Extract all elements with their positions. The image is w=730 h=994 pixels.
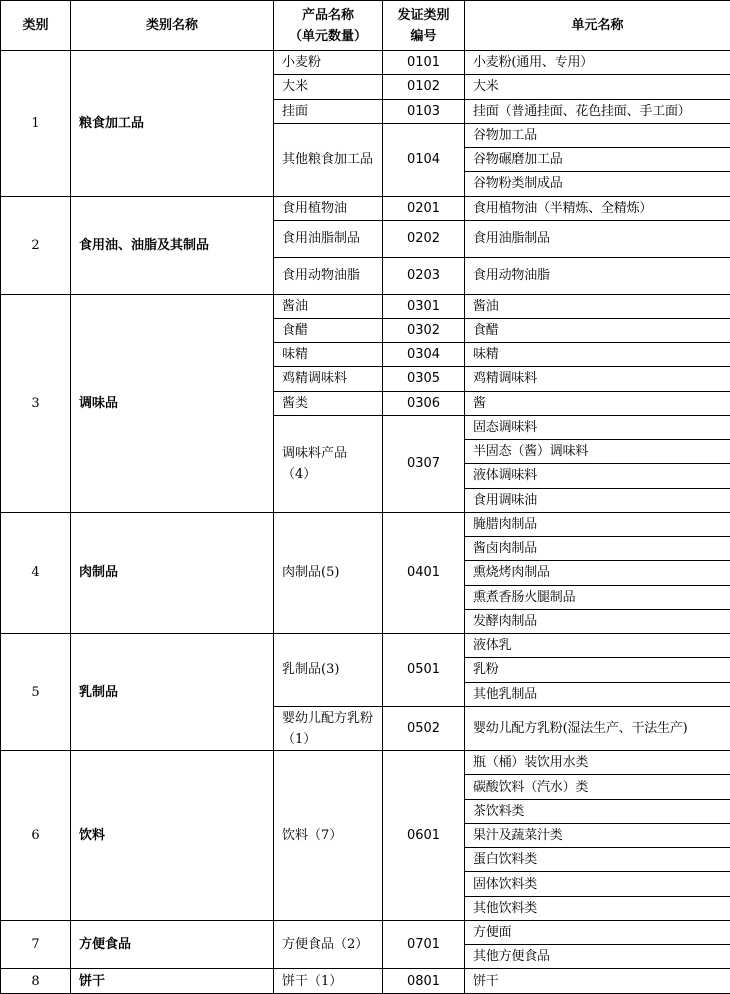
unit-name-cell: 发酵肉制品 (465, 609, 730, 633)
category-number-cell: 4 (1, 512, 71, 633)
header-product-name: 产品名称 （单元数量） (274, 1, 383, 51)
header-category-name: 类别名称 (71, 1, 274, 51)
category-number-cell: 6 (1, 751, 71, 921)
license-code-cell: 0305 (383, 367, 465, 391)
category-name-cell: 乳制品 (71, 634, 274, 751)
category-name-cell: 饮料 (71, 751, 274, 921)
unit-name-cell: 碳酸饮料（汽水）类 (465, 775, 730, 799)
license-code-cell: 0104 (383, 123, 465, 196)
table-row (1, 294, 730, 318)
product-name-cell: 酱油 (274, 294, 383, 318)
unit-name-cell: 谷物碾磨加工品 (465, 148, 730, 172)
unit-name-cell: 食用动物油脂 (465, 258, 730, 294)
unit-name-cell: 其他饮料类 (465, 896, 730, 920)
unit-name-cell: 味精 (465, 343, 730, 367)
unit-name-cell: 食用油脂制品 (465, 220, 730, 257)
unit-name-cell: 大米 (465, 75, 730, 99)
unit-name-cell: 酱卤肉制品 (465, 537, 730, 561)
category-number-cell: 5 (1, 634, 71, 751)
table-row (1, 920, 730, 944)
category-number-cell: 8 (1, 969, 71, 994)
unit-name-cell: 其他方便食品 (465, 945, 730, 969)
product-name-cell: 饼干（1） (274, 969, 383, 994)
license-code-cell: 0502 (383, 706, 465, 750)
unit-name-cell: 乳粉 (465, 658, 730, 682)
unit-name-cell: 食醋 (465, 318, 730, 342)
license-code-cell: 0203 (383, 258, 465, 294)
product-name-cell: 食用植物油 (274, 196, 383, 220)
license-code-cell: 0101 (383, 51, 465, 75)
category-number-cell: 2 (1, 196, 71, 294)
header-category: 类别 (1, 1, 71, 51)
category-name-cell: 方便食品 (71, 920, 274, 969)
unit-name-cell: 液体调味料 (465, 464, 730, 488)
license-code-cell: 0103 (383, 99, 465, 123)
unit-name-cell: 小麦粉(通用、专用） (465, 51, 730, 75)
category-number-cell: 3 (1, 294, 71, 512)
unit-name-cell: 食用调味油 (465, 488, 730, 512)
license-code-cell: 0301 (383, 294, 465, 318)
unit-name-cell: 瓶（桶）装饮用水类 (465, 751, 730, 775)
license-code-cell: 0201 (383, 196, 465, 220)
category-number-cell: 1 (1, 51, 71, 197)
unit-name-cell: 鸡精调味料 (465, 367, 730, 391)
table-row (1, 51, 730, 75)
unit-name-cell: 液体乳 (465, 634, 730, 658)
unit-name-cell: 方便面 (465, 920, 730, 944)
product-name-cell: 其他粮食加工品 (274, 123, 383, 196)
license-code-cell: 0306 (383, 391, 465, 415)
category-name-cell: 粮食加工品 (71, 51, 274, 197)
license-code-cell: 0501 (383, 634, 465, 707)
product-name-cell: 味精 (274, 343, 383, 367)
unit-name-cell: 食用植物油（半精炼、全精炼） (465, 196, 730, 220)
table-row (1, 634, 730, 658)
unit-name-cell: 茶饮料类 (465, 799, 730, 823)
category-name-cell: 饼干 (71, 969, 274, 994)
product-name-cell: 调味料产品（4） (274, 415, 383, 512)
unit-name-cell: 谷物加工品 (465, 123, 730, 147)
unit-name-cell: 其他乳制品 (465, 682, 730, 706)
unit-name-cell: 谷物粉类制成品 (465, 172, 730, 196)
product-name-cell: 大米 (274, 75, 383, 99)
license-code-cell: 0304 (383, 343, 465, 367)
license-code-cell: 0801 (383, 969, 465, 994)
product-name-cell: 挂面 (274, 99, 383, 123)
unit-name-cell: 酱 (465, 391, 730, 415)
category-name-cell: 肉制品 (71, 512, 274, 633)
license-code-cell: 0202 (383, 220, 465, 257)
product-name-cell: 饮料（7） (274, 751, 383, 921)
unit-name-cell: 果汁及蔬菜汁类 (465, 823, 730, 847)
product-name-cell: 食用动物油脂 (274, 258, 383, 294)
product-name-cell: 肉制品(5) (274, 512, 383, 633)
product-name-cell: 食用油脂制品 (274, 220, 383, 257)
license-code-cell: 0307 (383, 415, 465, 512)
unit-name-cell: 熏煮香肠火腿制品 (465, 585, 730, 609)
license-code-cell: 0701 (383, 920, 465, 969)
unit-name-cell: 婴幼儿配方乳粉(湿法生产、干法生产) (465, 706, 730, 750)
header-unit-name: 单元名称 (465, 1, 730, 51)
category-name-cell: 调味品 (71, 294, 274, 512)
product-name-cell: 婴幼儿配方乳粉（1） (274, 706, 383, 750)
license-code-cell: 0102 (383, 75, 465, 99)
unit-name-cell: 蛋白饮料类 (465, 848, 730, 872)
header-code: 发证类别 编号 (383, 1, 465, 51)
table-row (1, 512, 730, 536)
license-code-cell: 0401 (383, 512, 465, 633)
unit-name-cell: 酱油 (465, 294, 730, 318)
product-name-cell: 方便食品（2） (274, 920, 383, 969)
product-name-cell: 食醋 (274, 318, 383, 342)
unit-name-cell: 熏烧烤肉制品 (465, 561, 730, 585)
unit-name-cell: 固体饮料类 (465, 872, 730, 896)
product-name-cell: 乳制品(3) (274, 634, 383, 707)
unit-name-cell: 挂面（普通挂面、花色挂面、手工面） (465, 99, 730, 123)
product-name-cell: 酱类 (274, 391, 383, 415)
table-row (1, 751, 730, 775)
product-name-cell: 小麦粉 (274, 51, 383, 75)
category-number-cell: 7 (1, 920, 71, 969)
product-name-cell: 鸡精调味料 (274, 367, 383, 391)
license-code-cell: 0601 (383, 751, 465, 921)
unit-name-cell: 饼干 (465, 969, 730, 994)
unit-name-cell: 腌腊肉制品 (465, 512, 730, 536)
table-body (1, 51, 730, 994)
unit-name-cell: 固态调味料 (465, 415, 730, 439)
table-row (1, 196, 730, 220)
table-row (1, 969, 730, 994)
category-name-cell: 食用油、油脂及其制品 (71, 196, 274, 294)
header-row (1, 1, 730, 51)
license-code-cell: 0302 (383, 318, 465, 342)
unit-name-cell: 半固态（酱）调味料 (465, 440, 730, 464)
